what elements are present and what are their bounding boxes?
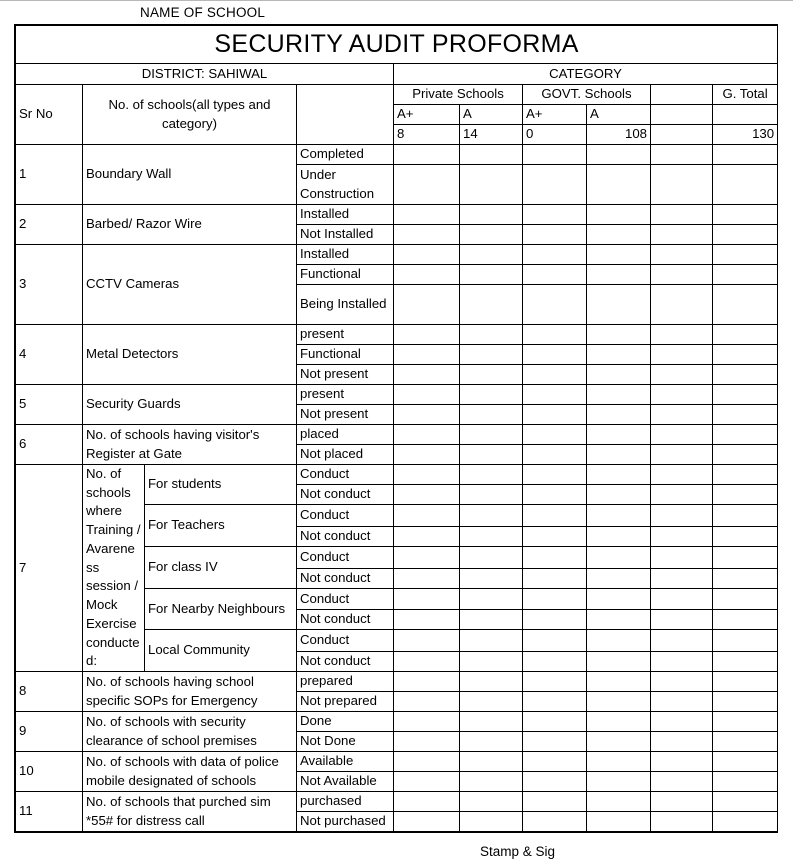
value-govt-a[interactable] xyxy=(587,205,651,225)
value-private-a[interactable] xyxy=(460,145,523,165)
row-description: No. of schools having school specific SOPs for Emergency xyxy=(83,672,297,712)
row-status-label: Not placed xyxy=(297,445,394,465)
value-private-a[interactable] xyxy=(460,465,523,485)
col-header-description: No. of schools(all types and category) xyxy=(83,85,297,145)
row-subgroup-label: Local Community xyxy=(145,630,297,672)
value-private-aplus[interactable] xyxy=(394,265,460,285)
column-group-row xyxy=(16,85,778,105)
col-sub-govt-a: A xyxy=(587,105,651,125)
value-blank[interactable] xyxy=(651,568,713,588)
value-private-a[interactable] xyxy=(460,732,523,752)
row-status-label: Not prepared xyxy=(297,692,394,712)
col-header-description-spacer xyxy=(297,85,394,145)
value-blank[interactable] xyxy=(651,752,713,772)
row-serial-number: 4 xyxy=(16,325,83,385)
value-govt-aplus[interactable] xyxy=(523,345,587,365)
value-govt-aplus[interactable] xyxy=(523,145,587,165)
value-private-a[interactable] xyxy=(460,245,523,265)
value-blank[interactable] xyxy=(651,588,713,610)
value-grand-total[interactable] xyxy=(713,588,778,610)
value-govt-a[interactable] xyxy=(587,712,651,732)
value-private-a[interactable] xyxy=(460,630,523,652)
row-description: No. of schools with security clearance of school premises xyxy=(83,712,297,752)
row-serial-number: 2 xyxy=(16,205,83,245)
value-private-a[interactable] xyxy=(460,526,523,546)
value-grand-total[interactable] xyxy=(713,165,778,205)
row-status-label: Not conduct xyxy=(297,485,394,505)
value-blank[interactable] xyxy=(651,285,713,325)
value-govt-a[interactable] xyxy=(587,546,651,568)
value-grand-total[interactable] xyxy=(713,145,778,165)
row-status-label: present xyxy=(297,385,394,405)
row-serial-number: 8 xyxy=(16,672,83,712)
value-govt-a[interactable] xyxy=(587,145,651,165)
value-private-aplus[interactable] xyxy=(394,285,460,325)
value-govt-a[interactable] xyxy=(587,752,651,772)
value-blank[interactable] xyxy=(651,165,713,205)
value-govt-a[interactable] xyxy=(587,526,651,546)
value-private-a[interactable] xyxy=(460,505,523,527)
value-grand-total[interactable] xyxy=(713,385,778,405)
value-govt-a[interactable] xyxy=(587,672,651,692)
value-private-a[interactable] xyxy=(460,325,523,345)
value-govt-aplus[interactable] xyxy=(523,325,587,345)
row-serial-number: 1 xyxy=(16,145,83,205)
value-private-a[interactable] xyxy=(460,546,523,568)
value-private-aplus[interactable] xyxy=(394,505,460,527)
value-private-a[interactable] xyxy=(460,752,523,772)
value-govt-aplus[interactable] xyxy=(523,568,587,588)
value-private-a[interactable] xyxy=(460,405,523,425)
proforma-row xyxy=(16,672,778,692)
row-status-label: Being Installed xyxy=(297,285,394,325)
value-private-aplus[interactable] xyxy=(394,245,460,265)
count-govt-aplus: 0 xyxy=(523,125,587,145)
value-private-aplus[interactable] xyxy=(394,652,460,672)
value-govt-aplus[interactable] xyxy=(523,752,587,772)
row-status-label: Completed xyxy=(297,145,394,165)
value-govt-aplus[interactable] xyxy=(523,205,587,225)
value-private-a[interactable] xyxy=(460,792,523,812)
value-govt-aplus[interactable] xyxy=(523,385,587,405)
value-govt-a[interactable] xyxy=(587,610,651,630)
proforma-row xyxy=(16,145,778,165)
row-status-label: Done xyxy=(297,712,394,732)
value-private-aplus[interactable] xyxy=(394,772,460,792)
value-blank[interactable] xyxy=(651,772,713,792)
value-grand-total[interactable] xyxy=(713,672,778,692)
value-private-a[interactable] xyxy=(460,712,523,732)
row-status-label: Conduct xyxy=(297,546,394,568)
row-status-label: Not present xyxy=(297,365,394,385)
col-group-grand-total: G. Total xyxy=(713,85,778,105)
value-private-aplus[interactable] xyxy=(394,345,460,365)
value-govt-a[interactable] xyxy=(587,165,651,205)
value-private-aplus[interactable] xyxy=(394,205,460,225)
value-private-a[interactable] xyxy=(460,385,523,405)
value-govt-aplus[interactable] xyxy=(523,365,587,385)
value-govt-a[interactable] xyxy=(587,630,651,652)
title-row xyxy=(16,26,778,64)
value-govt-aplus[interactable] xyxy=(523,405,587,425)
row-subgroup-label: For students xyxy=(145,465,297,505)
row-subgroup-label: For class IV xyxy=(145,546,297,588)
proforma-row xyxy=(16,325,778,345)
value-govt-aplus[interactable] xyxy=(523,712,587,732)
row-serial-number: 11 xyxy=(16,792,83,832)
row-status-label: Conduct xyxy=(297,630,394,652)
proforma-row xyxy=(16,425,778,445)
value-govt-aplus[interactable] xyxy=(523,265,587,285)
value-grand-total[interactable] xyxy=(713,652,778,672)
security-audit-proforma-table xyxy=(14,24,778,833)
value-govt-aplus[interactable] xyxy=(523,245,587,265)
row-description: CCTV Cameras xyxy=(83,245,297,325)
value-blank[interactable] xyxy=(651,546,713,568)
value-govt-aplus[interactable] xyxy=(523,812,587,832)
value-private-aplus[interactable] xyxy=(394,568,460,588)
proforma-row xyxy=(16,752,778,772)
value-private-aplus[interactable] xyxy=(394,325,460,345)
value-blank[interactable] xyxy=(651,526,713,546)
value-blank[interactable] xyxy=(651,610,713,630)
value-private-a[interactable] xyxy=(460,568,523,588)
value-govt-a[interactable] xyxy=(587,405,651,425)
value-blank[interactable] xyxy=(651,485,713,505)
value-blank[interactable] xyxy=(651,345,713,365)
value-private-aplus[interactable] xyxy=(394,672,460,692)
value-private-a[interactable] xyxy=(460,205,523,225)
col-sub-private-a: A xyxy=(460,105,523,125)
col-group-govt-schools: GOVT. Schools xyxy=(523,85,651,105)
row-serial-number: 10 xyxy=(16,752,83,792)
value-private-aplus[interactable] xyxy=(394,485,460,505)
value-grand-total[interactable] xyxy=(713,732,778,752)
value-private-a[interactable] xyxy=(460,485,523,505)
district-label: DISTRICT: SAHIWAL xyxy=(16,64,394,85)
value-govt-a[interactable] xyxy=(587,485,651,505)
value-govt-aplus[interactable] xyxy=(523,505,587,527)
value-private-aplus[interactable] xyxy=(394,692,460,712)
value-grand-total[interactable] xyxy=(713,445,778,465)
value-private-a[interactable] xyxy=(460,365,523,385)
value-blank[interactable] xyxy=(651,205,713,225)
value-blank[interactable] xyxy=(651,630,713,652)
value-private-aplus[interactable] xyxy=(394,145,460,165)
row-status-label: Not Available xyxy=(297,772,394,792)
row-description: No. of schools with data of police mobile designated of schools xyxy=(83,752,297,792)
row-status-label: Not conduct xyxy=(297,652,394,672)
value-private-aplus[interactable] xyxy=(394,225,460,245)
row-status-label: Functional xyxy=(297,345,394,365)
value-private-aplus[interactable] xyxy=(394,588,460,610)
row-group-description: No. of schools where Training / Avareness session / Mock Exercise conducted: xyxy=(83,465,145,672)
value-private-a[interactable] xyxy=(460,588,523,610)
value-govt-aplus[interactable] xyxy=(523,225,587,245)
page-top-rule xyxy=(0,0,793,1)
value-govt-aplus[interactable] xyxy=(523,546,587,568)
value-blank[interactable] xyxy=(651,145,713,165)
value-private-a[interactable] xyxy=(460,812,523,832)
value-govt-a[interactable] xyxy=(587,445,651,465)
district-category-row xyxy=(16,64,778,85)
value-private-aplus[interactable] xyxy=(394,732,460,752)
value-govt-a[interactable] xyxy=(587,465,651,485)
count-blank xyxy=(651,125,713,145)
value-blank[interactable] xyxy=(651,712,713,732)
value-blank[interactable] xyxy=(651,692,713,712)
value-private-aplus[interactable] xyxy=(394,425,460,445)
value-govt-a[interactable] xyxy=(587,425,651,445)
value-govt-a[interactable] xyxy=(587,505,651,527)
proforma-row xyxy=(16,385,778,405)
row-subgroup-label: For Nearby Neighbours xyxy=(145,588,297,630)
value-grand-total[interactable] xyxy=(713,205,778,225)
value-grand-total[interactable] xyxy=(713,568,778,588)
row-status-label: purchased xyxy=(297,792,394,812)
value-blank[interactable] xyxy=(651,405,713,425)
value-private-a[interactable] xyxy=(460,165,523,205)
value-private-aplus[interactable] xyxy=(394,385,460,405)
value-private-a[interactable] xyxy=(460,345,523,365)
count-private-a: 14 xyxy=(460,125,523,145)
value-private-aplus[interactable] xyxy=(394,165,460,205)
row-serial-number: 5 xyxy=(16,385,83,425)
proforma-row xyxy=(16,465,778,485)
row-status-label: Not conduct xyxy=(297,526,394,546)
row-serial-number: 3 xyxy=(16,245,83,325)
row-description: No. of schools that purched sim *55# for distress call xyxy=(83,792,297,832)
value-grand-total[interactable] xyxy=(713,772,778,792)
value-blank[interactable] xyxy=(651,812,713,832)
value-blank[interactable] xyxy=(651,425,713,445)
col-sub-private-aplus: A+ xyxy=(394,105,460,125)
value-blank[interactable] xyxy=(651,385,713,405)
value-govt-aplus[interactable] xyxy=(523,732,587,752)
value-govt-aplus[interactable] xyxy=(523,672,587,692)
row-status-label: Installed xyxy=(297,205,394,225)
value-govt-aplus[interactable] xyxy=(523,610,587,630)
col-header-srno: Sr No xyxy=(16,85,83,145)
row-description: No. of schools having visitor's Register at Gate xyxy=(83,425,297,465)
count-govt-a: 108 xyxy=(587,125,651,145)
col-group-blank xyxy=(651,85,713,105)
value-private-aplus[interactable] xyxy=(394,546,460,568)
value-blank[interactable] xyxy=(651,245,713,265)
row-description: Barbed/ Razor Wire xyxy=(83,205,297,245)
value-blank[interactable] xyxy=(651,465,713,485)
value-private-a[interactable] xyxy=(460,772,523,792)
value-grand-total[interactable] xyxy=(713,325,778,345)
value-private-aplus[interactable] xyxy=(394,610,460,630)
value-private-aplus[interactable] xyxy=(394,630,460,652)
value-govt-aplus[interactable] xyxy=(523,465,587,485)
value-private-a[interactable] xyxy=(460,652,523,672)
value-grand-total[interactable] xyxy=(713,505,778,527)
value-govt-a[interactable] xyxy=(587,692,651,712)
value-govt-a[interactable] xyxy=(587,325,651,345)
category-label: CATEGORY xyxy=(394,64,778,85)
value-private-a[interactable] xyxy=(460,265,523,285)
value-grand-total[interactable] xyxy=(713,465,778,485)
value-grand-total[interactable] xyxy=(713,712,778,732)
row-description: Boundary Wall xyxy=(83,145,297,205)
proforma-row xyxy=(16,245,778,265)
value-grand-total[interactable] xyxy=(713,792,778,812)
value-blank[interactable] xyxy=(651,505,713,527)
proforma-grid xyxy=(15,25,778,832)
value-govt-a[interactable] xyxy=(587,285,651,325)
value-govt-a[interactable] xyxy=(587,588,651,610)
value-private-a[interactable] xyxy=(460,610,523,630)
col-sub-grand-total xyxy=(713,105,778,125)
value-private-a[interactable] xyxy=(460,285,523,325)
value-grand-total[interactable] xyxy=(713,345,778,365)
row-status-label: Not Installed xyxy=(297,225,394,245)
value-grand-total[interactable] xyxy=(713,610,778,630)
value-grand-total[interactable] xyxy=(713,225,778,245)
value-govt-aplus[interactable] xyxy=(523,485,587,505)
row-description: Security Guards xyxy=(83,385,297,425)
value-govt-a[interactable] xyxy=(587,652,651,672)
value-govt-aplus[interactable] xyxy=(523,692,587,712)
value-grand-total[interactable] xyxy=(713,285,778,325)
row-serial-number: 7 xyxy=(16,465,83,672)
value-govt-a[interactable] xyxy=(587,812,651,832)
school-name-label: NAME OF SCHOOL xyxy=(140,5,266,20)
value-private-a[interactable] xyxy=(460,225,523,245)
value-govt-aplus[interactable] xyxy=(523,526,587,546)
row-status-label: Under Construction xyxy=(297,165,394,205)
row-status-label: Not purchased xyxy=(297,812,394,832)
value-govt-a[interactable] xyxy=(587,365,651,385)
value-grand-total[interactable] xyxy=(713,752,778,772)
value-grand-total[interactable] xyxy=(713,812,778,832)
value-private-aplus[interactable] xyxy=(394,712,460,732)
value-blank[interactable] xyxy=(651,445,713,465)
row-status-label: Conduct xyxy=(297,505,394,527)
value-blank[interactable] xyxy=(651,225,713,245)
proforma-title: SECURITY AUDIT PROFORMA xyxy=(16,26,778,64)
row-status-label: Not present xyxy=(297,405,394,425)
value-private-a[interactable] xyxy=(460,425,523,445)
value-private-aplus[interactable] xyxy=(394,445,460,465)
value-blank[interactable] xyxy=(651,732,713,752)
value-blank[interactable] xyxy=(651,325,713,345)
value-govt-aplus[interactable] xyxy=(523,772,587,792)
row-description: Metal Detectors xyxy=(83,325,297,385)
value-govt-a[interactable] xyxy=(587,792,651,812)
count-private-aplus: 8 xyxy=(394,125,460,145)
value-govt-a[interactable] xyxy=(587,225,651,245)
row-subgroup-label: For Teachers xyxy=(145,505,297,547)
value-govt-a[interactable] xyxy=(587,568,651,588)
value-blank[interactable] xyxy=(651,265,713,285)
value-blank[interactable] xyxy=(651,652,713,672)
value-blank[interactable] xyxy=(651,365,713,385)
value-govt-aplus[interactable] xyxy=(523,588,587,610)
row-status-label: Installed xyxy=(297,245,394,265)
value-private-aplus[interactable] xyxy=(394,365,460,385)
value-govt-aplus[interactable] xyxy=(523,445,587,465)
value-private-aplus[interactable] xyxy=(394,812,460,832)
row-status-label: Conduct xyxy=(297,588,394,610)
value-private-aplus[interactable] xyxy=(394,526,460,546)
row-status-label: Conduct xyxy=(297,465,394,485)
value-blank[interactable] xyxy=(651,672,713,692)
value-govt-a[interactable] xyxy=(587,245,651,265)
value-grand-total[interactable] xyxy=(713,265,778,285)
value-govt-aplus[interactable] xyxy=(523,652,587,672)
row-status-label: present xyxy=(297,325,394,345)
value-govt-a[interactable] xyxy=(587,732,651,752)
proforma-row xyxy=(16,205,778,225)
value-govt-aplus[interactable] xyxy=(523,165,587,205)
row-status-label: Not conduct xyxy=(297,568,394,588)
row-status-label: Available xyxy=(297,752,394,772)
value-private-aplus[interactable] xyxy=(394,792,460,812)
value-grand-total[interactable] xyxy=(713,405,778,425)
value-private-aplus[interactable] xyxy=(394,465,460,485)
proforma-row xyxy=(16,712,778,732)
value-grand-total[interactable] xyxy=(713,485,778,505)
value-govt-a[interactable] xyxy=(587,772,651,792)
count-grand-total: 130 xyxy=(713,125,778,145)
value-govt-aplus[interactable] xyxy=(523,630,587,652)
value-govt-aplus[interactable] xyxy=(523,285,587,325)
value-private-aplus[interactable] xyxy=(394,752,460,772)
row-status-label: Functional xyxy=(297,265,394,285)
value-grand-total[interactable] xyxy=(713,692,778,712)
row-status-label: placed xyxy=(297,425,394,445)
value-blank[interactable] xyxy=(651,792,713,812)
value-private-a[interactable] xyxy=(460,672,523,692)
col-group-private-schools: Private Schools xyxy=(394,85,523,105)
value-grand-total[interactable] xyxy=(713,245,778,265)
value-govt-aplus[interactable] xyxy=(523,425,587,445)
col-sub-govt-aplus: A+ xyxy=(523,105,587,125)
col-sub-blank xyxy=(651,105,713,125)
value-govt-a[interactable] xyxy=(587,345,651,365)
value-grand-total[interactable] xyxy=(713,526,778,546)
value-govt-aplus[interactable] xyxy=(523,792,587,812)
value-grand-total[interactable] xyxy=(713,630,778,652)
proforma-row xyxy=(16,792,778,812)
value-grand-total[interactable] xyxy=(713,365,778,385)
value-private-aplus[interactable] xyxy=(394,405,460,425)
value-govt-a[interactable] xyxy=(587,385,651,405)
row-serial-number: 6 xyxy=(16,425,83,465)
value-grand-total[interactable] xyxy=(713,546,778,568)
row-serial-number: 9 xyxy=(16,712,83,752)
stamp-and-signature-label: Stamp & Sig xyxy=(480,844,556,859)
value-private-a[interactable] xyxy=(460,692,523,712)
value-govt-a[interactable] xyxy=(587,265,651,285)
row-status-label: prepared xyxy=(297,672,394,692)
value-private-a[interactable] xyxy=(460,445,523,465)
row-status-label: Not conduct xyxy=(297,610,394,630)
row-status-label: Not Done xyxy=(297,732,394,752)
value-grand-total[interactable] xyxy=(713,425,778,445)
